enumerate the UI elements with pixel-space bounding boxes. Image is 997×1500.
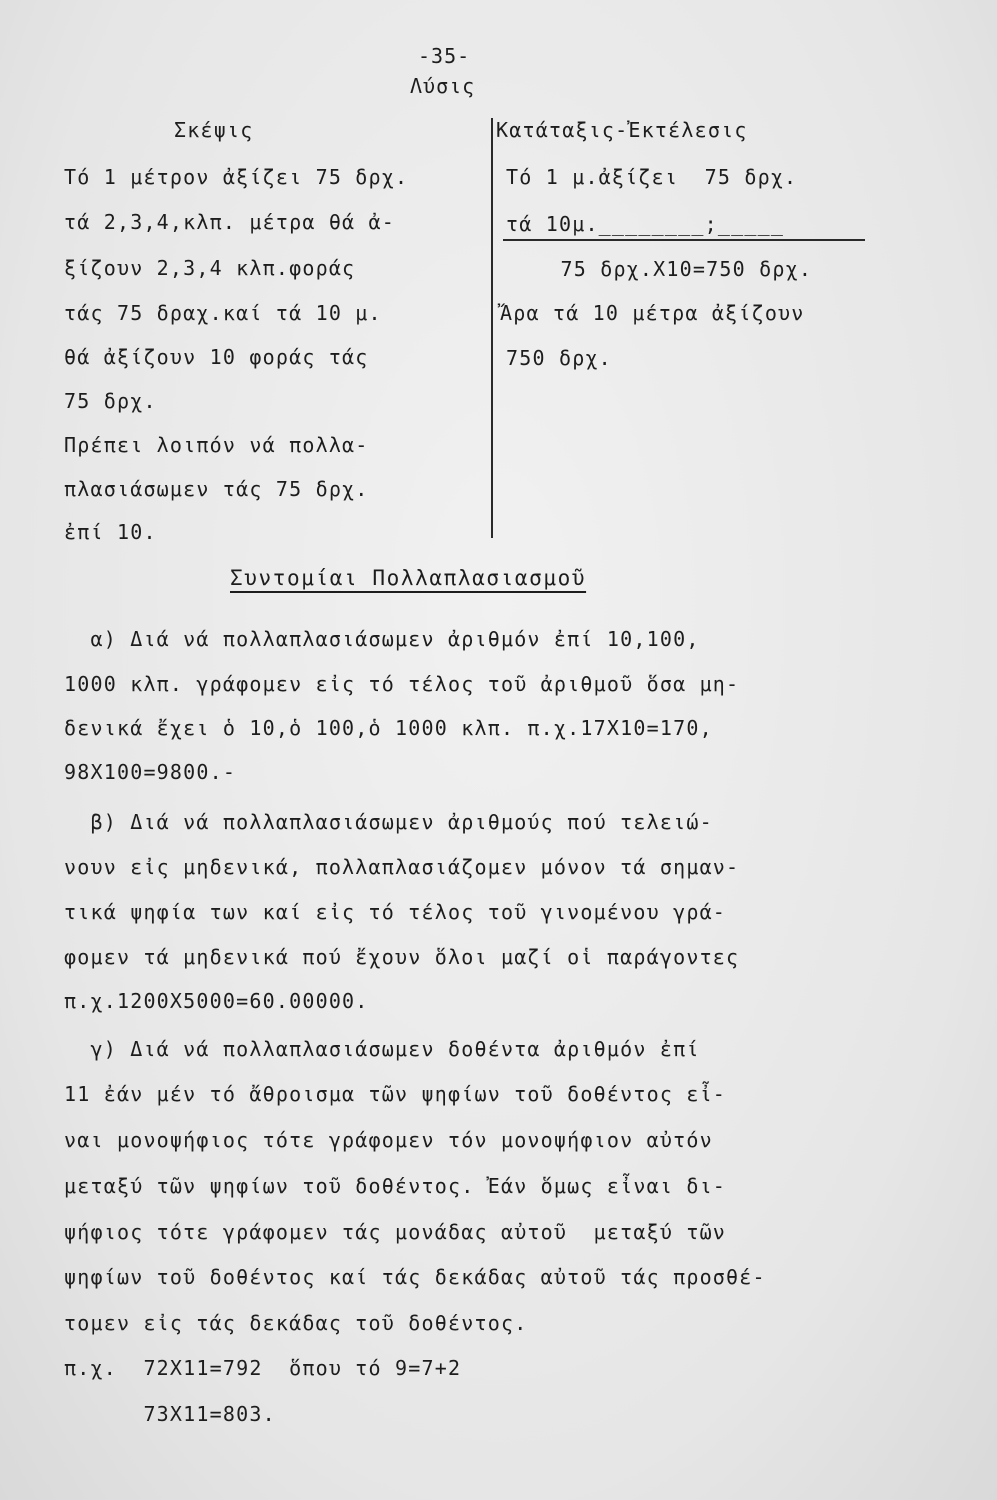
right-column-line: Ἄρα τά 10 μέτρα ἀξίζουν bbox=[500, 301, 805, 325]
left-column-line: τά 2,3,4,κλπ. μέτρα θά ἀ- bbox=[64, 210, 396, 234]
right-column-heading: Κατάταξις-Ἐκτέλεσις bbox=[496, 118, 748, 142]
page-title: Λύσις bbox=[410, 74, 476, 98]
left-column-line: θά ἀξίζουν 10 φοράς τάς bbox=[64, 345, 369, 369]
page-number: -35- bbox=[418, 44, 471, 68]
section-line: φομεν τά μηδενικά πού ἔχουν ὅλοι μαζί οἱ παράγοντες bbox=[64, 945, 740, 969]
section-title: Συντομίαι Πολλαπλασιασμοῦ bbox=[230, 566, 587, 590]
section-line: μεταξύ τῶν ψηφίων τοῦ δοθέντος. Ἐάν ὅμως εἶναι δι- bbox=[64, 1174, 727, 1198]
section-line: β) Διά νά πολλαπλασιάσωμεν ἀριθμούς πού τελειώ- bbox=[64, 810, 713, 834]
section-line: 1000 κλπ. γράφομεν εἰς τό τέλος τοῦ ἀριθμοῦ ὅσα μη- bbox=[64, 672, 740, 696]
calculation-rule bbox=[503, 239, 865, 241]
section-line: π.χ. 72Χ11=792 ὅπου τό 9=7+2 bbox=[64, 1356, 462, 1380]
left-column-line: ἐπί 10. bbox=[64, 520, 157, 544]
section-line: α) Διά νά πολλαπλασιάσωμεν ἀριθμόν ἐπί 10,100, bbox=[64, 627, 700, 651]
section-line: 73Χ11=803. bbox=[64, 1402, 276, 1426]
section-line: γ) Διά νά πολλαπλασιάσωμεν δοθέντα ἀριθμόν ἐπί bbox=[64, 1037, 700, 1061]
section-line: τικά ψηφία των καί εἰς τό τέλος τοῦ γινομένου γρά- bbox=[64, 900, 727, 924]
left-column-line: 75 δρχ. bbox=[64, 389, 157, 413]
right-column-line: 750 δρχ. bbox=[506, 346, 612, 370]
section-line: ψήφιος τότε γράφομεν τάς μονάδας αὐτοῦ μεταξύ τῶν bbox=[64, 1220, 727, 1244]
left-column-line: ξίζουν 2,3,4 κλπ.φοράς bbox=[64, 256, 356, 280]
left-column-line: Πρέπει λοιπόν νά πολλα- bbox=[64, 433, 369, 457]
right-column-line: 75 δρχ.Χ10=750 δρχ. bbox=[534, 257, 813, 281]
column-divider bbox=[491, 118, 493, 538]
section-line: τομεν εἰς τάς δεκάδας τοῦ δοθέντος. bbox=[64, 1311, 528, 1335]
section-line: 98Χ100=9800.- bbox=[64, 760, 237, 784]
section-line: νουν εἰς μηδενικά, πολλαπλασιάζομεν μόνον τά σημαν- bbox=[64, 855, 740, 879]
section-line: ναι μονοψήφιος τότε γράφομεν τόν μονοψήφιον αὐτόν bbox=[64, 1128, 713, 1152]
left-column-heading: Σκέψις bbox=[174, 118, 254, 142]
section-line: π.χ.1200Χ5000=60.00000. bbox=[64, 989, 369, 1013]
left-column-line: πλασιάσωμεν τάς 75 δρχ. bbox=[64, 477, 369, 501]
left-column-line: Τό 1 μέτρον ἀξίζει 75 δρχ. bbox=[64, 165, 409, 189]
right-column-line: Τό 1 μ.ἀξίζει 75 δρχ. bbox=[506, 165, 798, 189]
section-line: ψηφίων τοῦ δοθέντος καί τάς δεκάδας αὐτοῦ τάς προσθέ- bbox=[64, 1265, 766, 1289]
section-line: 11 ἐάν μέν τό ἄθροισμα τῶν ψηφίων τοῦ δοθέντος εἶ- bbox=[64, 1082, 727, 1106]
left-column-line: τάς 75 δραχ.καί τά 10 μ. bbox=[64, 301, 382, 325]
right-column-line: τά 10μ.________;_____ bbox=[506, 212, 785, 236]
section-line: δενικά ἔχει ὁ 10,ὁ 100,ὁ 1000 κλπ. π.χ.17Χ10=170, bbox=[64, 716, 713, 740]
